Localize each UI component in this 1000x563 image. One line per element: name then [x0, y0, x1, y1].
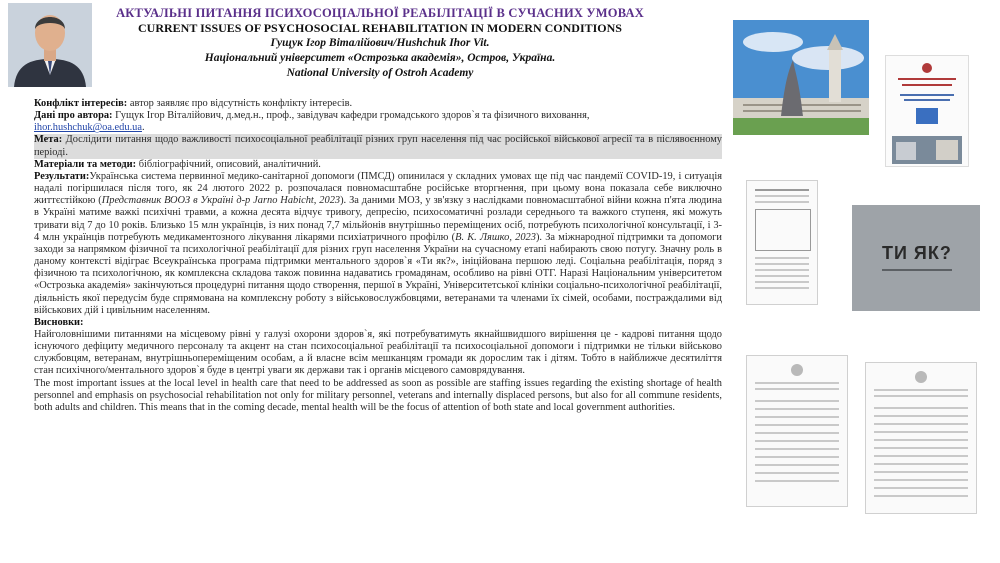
aim-label: Мета:: [34, 134, 63, 146]
tiyak-caption-line: [882, 269, 952, 271]
results-section: [34, 171, 722, 317]
tiyak-logo-card: [852, 205, 980, 311]
conflict-text: автор заявляє про відсутність конфлікту інтересів.: [129, 98, 353, 109]
conflict-section: [34, 98, 722, 110]
results-text-2: ). За даними МОЗ, у зв'язку з наслідками повномасштабної війни кожна п'ята людина в Україні матиме важкі психічні травми, а кожна десята відчує тривогу, депресію, психосоматичні розлади середнього та важкого ступеня, які можуть тривати від 7 до 10 років. Близько 15 млн українців, із них понад 7,7 мільйонів внутрішньо переміщених осіб, потребують психологічної консультації, і 3-4 млн українців потребують медикаментозного лікування лікарями психіатричного профілю (: [34, 195, 723, 243]
conclusions-label: Висновки:: [34, 316, 84, 328]
emblem-icon: [915, 371, 927, 383]
author-name: Гущук Ігор Віталійович/Hushchuk Ihor Vit.: [270, 37, 490, 49]
affiliation-ua: Національний університет «Острозька академія», Остров, Україна.: [204, 52, 556, 64]
methods-label: Матеріали та методи:: [34, 158, 137, 170]
document-table: [755, 209, 811, 251]
author-info-label: Дані про автора:: [34, 110, 113, 122]
title-en: CURRENT ISSUES OF PSYCHOSOCIAL REHABILITATION IN MODERN CONDITIONS: [138, 21, 622, 35]
author-info-section: [34, 110, 722, 134]
results-citation-2: В. К. Ляшко, 2023: [455, 231, 536, 243]
conclusions-text-ua: Найголовнішими питаннями на місцевому рівні у галузі охорони здоров`я, які потребуватимуть якнайшвидшого вирішення це - кадрові питання щодо існуючого дефіциту медичного персоналу та акцент на стан психосоціальної реабілітації та психосоціальної допомоги і підтримки не тільки військово службовцям, ветеранам, внутрішньопереміщеним особам, а й власне всім мешканцям громади як дорослим так і дітям. Тобто в найближче десятиліття стан психічного/ментального здоров`я буде в центрі уваги як держави так і органів місцевого самоврядування.: [34, 328, 722, 377]
results-citation-1: Представник ВООЗ в Україні д-р Jarno Habicht, 2023: [101, 195, 341, 207]
affiliation-en: National University of Ostroh Academy: [286, 67, 474, 79]
certificate-image: [885, 55, 969, 167]
author-email-link[interactable]: ihor.hushchuk@oa.edu.ua: [34, 122, 142, 134]
official-letter-image-1: [746, 355, 848, 507]
methods-text: бібліографічний, описовий, аналітичний.: [138, 158, 321, 170]
document-page-image: [746, 180, 818, 305]
poster-header: [100, 6, 660, 81]
email-punct: .: [141, 122, 145, 134]
aim-text: Дослідити питання щодо важливості психосоціальної реабілітації різних груп населення під час російської військової агресії та в післявоєнному періоді.: [34, 134, 722, 158]
methods-section: [34, 159, 722, 171]
university-photo: [733, 20, 869, 135]
title-ua: АКТУАЛЬНІ ПИТАННЯ ПСИХОСОЦІАЛЬНОЇ РЕАБІЛІТАЦІЇ В СУЧАСНИХ УМОВАХ: [116, 6, 644, 20]
emblem-icon: [791, 364, 803, 376]
results-text-3: ). За міжнародної підтримки та допомоги заходи за напрямком фізичної та психологічної реабілітації для різних груп населення України на сучасному етапі набирають свою потугу. Значну роль в даному контексті відіграє Всеукраїнська програма підтримки ментального здоров`я «Ти як?», ініційована першою леді. Соціальна реабілітація, поряд з фізичною та психологічною, як комплексна складова також повинна надаватись громадянам, особливо на рівні ОТГ. Наразі Національним університетом «Острозька академія» закінчуються процедурні питання щодо створення, першої в Україні, Університетської клініки соціально-психологічної реабілітації, діяльність якої передусім буде спрямована на комплексну роботу з військовослужбовцями, ветеранами та членами їх сімей, особами, постраждалими від військових дій і цивільним населенням.: [34, 231, 722, 316]
poster-body: [34, 98, 722, 414]
aim-section: [34, 134, 722, 158]
conclusions-text-en: The most important issues at the local level in health care that need to be addressed as soon as possible are staffing issues regarding the existing shortage of health personnel and emphasis on psychosocial rehabilitation not only for military personnel, veterans and internally displaced persons, but also for all commune residents, both adults and children. This means that in the coming decade, mental health will be the focus of attention of both state and local government authorities.: [34, 377, 722, 413]
conclusions-section: [34, 317, 722, 414]
conflict-label: Конфлікт інтересів:: [34, 98, 128, 109]
results-text-1: Українська система первинної медико-санітарної допомоги (ПМСД) опинилася у складних умовах ще під час пандемії COVID-19, і ситуація надалі погіршилася після того, як 24 лютого 2022 р. розпочалася повномасштабне російське вторгнення, при цьому вона показала себе виключно життєстійкою (: [34, 170, 722, 207]
author-photo: [8, 3, 92, 87]
official-letter-image-2: [865, 362, 977, 514]
results-label: Результати:: [34, 170, 90, 182]
tiyak-logo-text: ТИ ЯК?: [882, 243, 952, 263]
author-info-text: Гущук Ігор Віталійович, д.мед.н., проф., завідувач кафедри громадського здоров`я та фізичного виховання,: [115, 110, 590, 122]
